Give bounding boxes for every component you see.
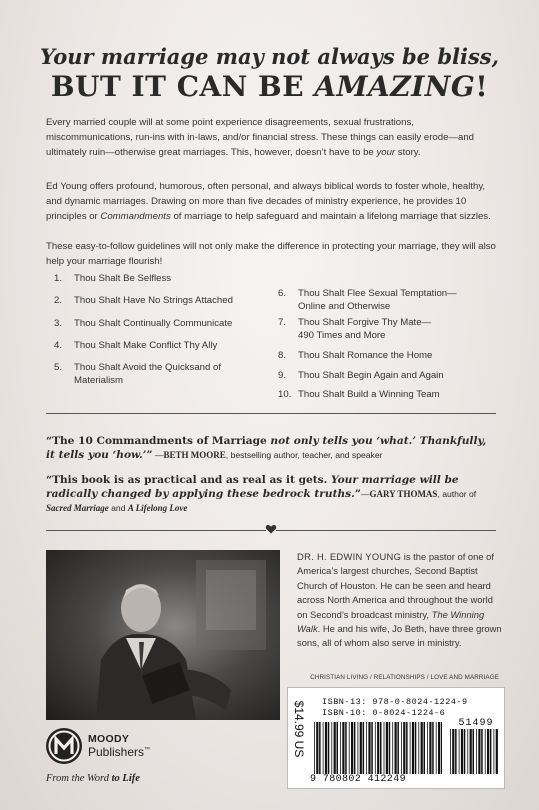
barcode-bar [461, 729, 463, 774]
commandment-text: Thou Shalt Build a Winning Team [298, 389, 440, 400]
commandment-number: 10. [278, 389, 292, 400]
category-label: CHRISTIAN LIVING / RELATIONSHIPS / LOVE AND MARRIAGE [310, 674, 499, 681]
barcode-bar [429, 722, 431, 774]
barcode-bar [395, 722, 397, 774]
commandment-number: 4. [54, 340, 63, 351]
moody-logo-icon [44, 726, 84, 766]
commandment-number: 9. [278, 370, 287, 381]
barcode-bar [401, 722, 402, 774]
bio-text-b: The Winning Walk [297, 608, 485, 635]
headline-line1: Your marriage may not always be bliss, [40, 44, 499, 69]
p2-text-b: Commandments [100, 210, 171, 222]
p2-text-c: of marriage to help safeguard and maintain a lifelong marriage that sizzles. [170, 210, 491, 222]
q2-text-c: ” [354, 488, 361, 500]
barcode-bar [316, 722, 318, 774]
barcode-bar [470, 729, 472, 774]
description-paragraph-2 [46, 180, 496, 224]
divider-line [46, 413, 496, 414]
barcode-bar [325, 722, 327, 774]
barcode-bar [436, 722, 437, 774]
author-bio [297, 550, 502, 651]
barcode-bar [473, 729, 475, 774]
tagline-text-b: to Life [111, 773, 140, 784]
bio-text-c: . He and his wife, Jo Beth, have three grown sons, all of whom also serve in ministry. [297, 623, 502, 649]
barcode-bar [334, 722, 336, 774]
q2-attr-name: GARY THOMAS [369, 489, 438, 499]
author-name: DR. H. EDWIN YOUNG [297, 551, 402, 562]
barcode-bar [349, 722, 350, 774]
barcode-bar [371, 722, 373, 774]
barcode-bar [375, 722, 376, 774]
q2-attr-book2: A Lifelong Love [127, 503, 188, 513]
barcode-bar [415, 722, 417, 774]
barcode-bar [441, 722, 442, 774]
barcode-bar [467, 729, 468, 774]
endorsement-quote-2 [46, 473, 498, 515]
price-label [287, 700, 311, 758]
barcode-bar [354, 722, 356, 774]
barcode-bar [418, 722, 419, 774]
q2-attr-dash: — [360, 489, 370, 499]
heart-icon [265, 523, 277, 535]
bio-text-a: is the pastor of one of America’s largest churches, Second Baptist Church of Houston. He can be seen and heard across North America and throughout the world on Second’s broadcast ministry, [297, 551, 494, 620]
barcode-bar [360, 722, 362, 774]
commandment-number: 1. [54, 273, 63, 284]
barcode-bar [380, 722, 382, 774]
barcode-bar [392, 722, 393, 774]
author-photo-illustration [46, 550, 280, 720]
barcode-bar [358, 722, 359, 774]
q1-attr-name: BETH MOORE [163, 450, 226, 460]
barcode-bar [452, 729, 454, 774]
p1-text-c: story. [395, 146, 421, 158]
barcode-digits: 9 780802 412249 [310, 774, 407, 785]
headline-line2-b: AMAZING [314, 70, 476, 103]
publisher-name: MOODY [88, 733, 130, 745]
barcode-bar [450, 729, 451, 774]
barcode-bar [386, 722, 388, 774]
q1-text-b: not only tells you ‘what.’ Thankfully, it tells you ‘how.’ [46, 435, 487, 461]
barcode-addon [450, 729, 498, 774]
barcode-bar [424, 722, 426, 774]
barcode-bar [481, 729, 483, 774]
commandment-text: Thou Shalt Have No Strings Attached [74, 295, 233, 306]
q1-attr-dash: — [152, 450, 164, 460]
barcode-bar [487, 729, 489, 774]
commandment-text: Thou Shalt Romance the Home [298, 350, 433, 361]
commandment-number: 2. [54, 295, 63, 306]
p2-text-a: Ed Young offers profound, humorous, often personal, and always biblical words to foster whole, healthy, and dynamic marriages. Drawing on more than five decades of ministry experience, he provides 10 principles or [46, 181, 486, 222]
q2-attr-and: and [108, 503, 128, 513]
description-paragraph-3: These easy-to-follow guidelines will not only make the difference in protecting your marriage, they will also help your marriage flourish! [46, 241, 496, 267]
commandment-number: 5. [54, 362, 63, 373]
barcode-bar [412, 722, 414, 774]
barcode-bar [397, 722, 399, 774]
barcode-bar [464, 729, 466, 774]
barcode-bar [331, 722, 332, 774]
q1-attribution [153, 450, 383, 460]
commandment-number: 3. [54, 318, 63, 329]
barcode-bar [421, 722, 423, 774]
headline-line2-a: BUT IT CAN BE [50, 70, 315, 103]
commandment-text: Thou Shalt Begin Again and Again [298, 370, 444, 381]
barcode-bar [478, 729, 480, 774]
barcode-bar [314, 722, 315, 774]
barcode-bar [342, 722, 344, 774]
barcode-bar [476, 729, 477, 774]
barcode-bar [496, 729, 498, 774]
barcode-bar [406, 722, 408, 774]
publisher-sub-text: Publishers [88, 745, 145, 759]
barcode-bar [490, 729, 492, 774]
commandment-text: Thou Shalt Flee Sexual Temptation— Online and Otherwise [298, 288, 457, 312]
barcode-bar [345, 722, 347, 774]
p1-text-b: your [376, 146, 396, 158]
commandment-text: Thou Shalt Avoid the Quicksand of Materialism [74, 362, 222, 386]
commandment-text: Thou Shalt Continually Communicate [74, 318, 233, 329]
barcode-bar [328, 722, 330, 774]
q1-attr-desc: , bestselling author, teacher, and speaker [225, 450, 383, 460]
q1-text-a: “The 10 Commandments of Marriage [46, 435, 271, 447]
barcode-bar [455, 729, 457, 774]
commandment-text: Thou Shalt Forgive Thy Mate— 490 Times and More [298, 317, 432, 341]
q1-text-c: ” [146, 449, 153, 461]
commandment-number: 6. [278, 288, 287, 299]
barcode-bar [438, 722, 440, 774]
barcode-bar [384, 722, 385, 774]
commandment-number: 8. [278, 350, 287, 361]
publisher-sub [88, 745, 150, 759]
divider-line-right [276, 530, 496, 531]
barcode-bar [403, 722, 405, 774]
isbn-10: ISBN-10: 0-8024-1224-6 [322, 708, 446, 718]
tagline-text-a: From the Word [46, 773, 112, 784]
barcode-bar [494, 729, 495, 774]
barcode-bar [377, 722, 379, 774]
publisher-tagline [46, 773, 140, 784]
barcode-bar [323, 722, 324, 774]
q2-attr-book1: Sacred Marriage [46, 503, 109, 513]
price-text: $14.99 US [292, 700, 306, 758]
barcode-bar [319, 722, 321, 774]
barcode-bar [340, 722, 341, 774]
barcode-main [314, 722, 442, 774]
barcode-bar [351, 722, 353, 774]
barcode-bar [410, 722, 411, 774]
divider-line-left [46, 530, 266, 531]
barcode-bar [459, 729, 460, 774]
commandment-text: Thou Shalt Be Selfless [74, 273, 172, 284]
barcode-bar [427, 722, 428, 774]
trademark-symbol: ™ [144, 747, 151, 753]
commandment-number: 7. [278, 317, 287, 328]
barcode-bar [389, 722, 391, 774]
description-paragraph-1 [46, 116, 496, 160]
commandment-text: Thou Shalt Make Conflict Thy Ally [74, 340, 218, 351]
q2-text-a: “This book is as practical and as real as it gets. [46, 474, 331, 486]
barcode-bar [368, 722, 370, 774]
q2-attr-desc: , author of [437, 489, 477, 499]
barcode-bar [432, 722, 434, 774]
barcode-bar [337, 722, 339, 774]
headline-line2-c: ! [475, 70, 489, 103]
barcode-addon-digits: 51499 [458, 718, 494, 729]
barcode-bar [366, 722, 367, 774]
q2-text-b: Your marriage will be radically changed by applying these bedrock truths. [46, 474, 459, 500]
barcode-bar [485, 729, 486, 774]
isbn-13: ISBN-13: 978-0-8024-1224-9 [322, 697, 468, 707]
p1-text-a: Every married couple will at some point experience disagreements, sexual frustrations, miscommunications, run-ins with in-laws, and/or financial stress. These things can easily erode—and ultimately ruin—otherwise great marriages. This, however, doesn’t have to be [46, 117, 475, 158]
barcode-bar [363, 722, 365, 774]
endorsement-quote-1 [46, 434, 498, 462]
headline-line2 [0, 70, 539, 103]
author-photo [46, 550, 280, 720]
